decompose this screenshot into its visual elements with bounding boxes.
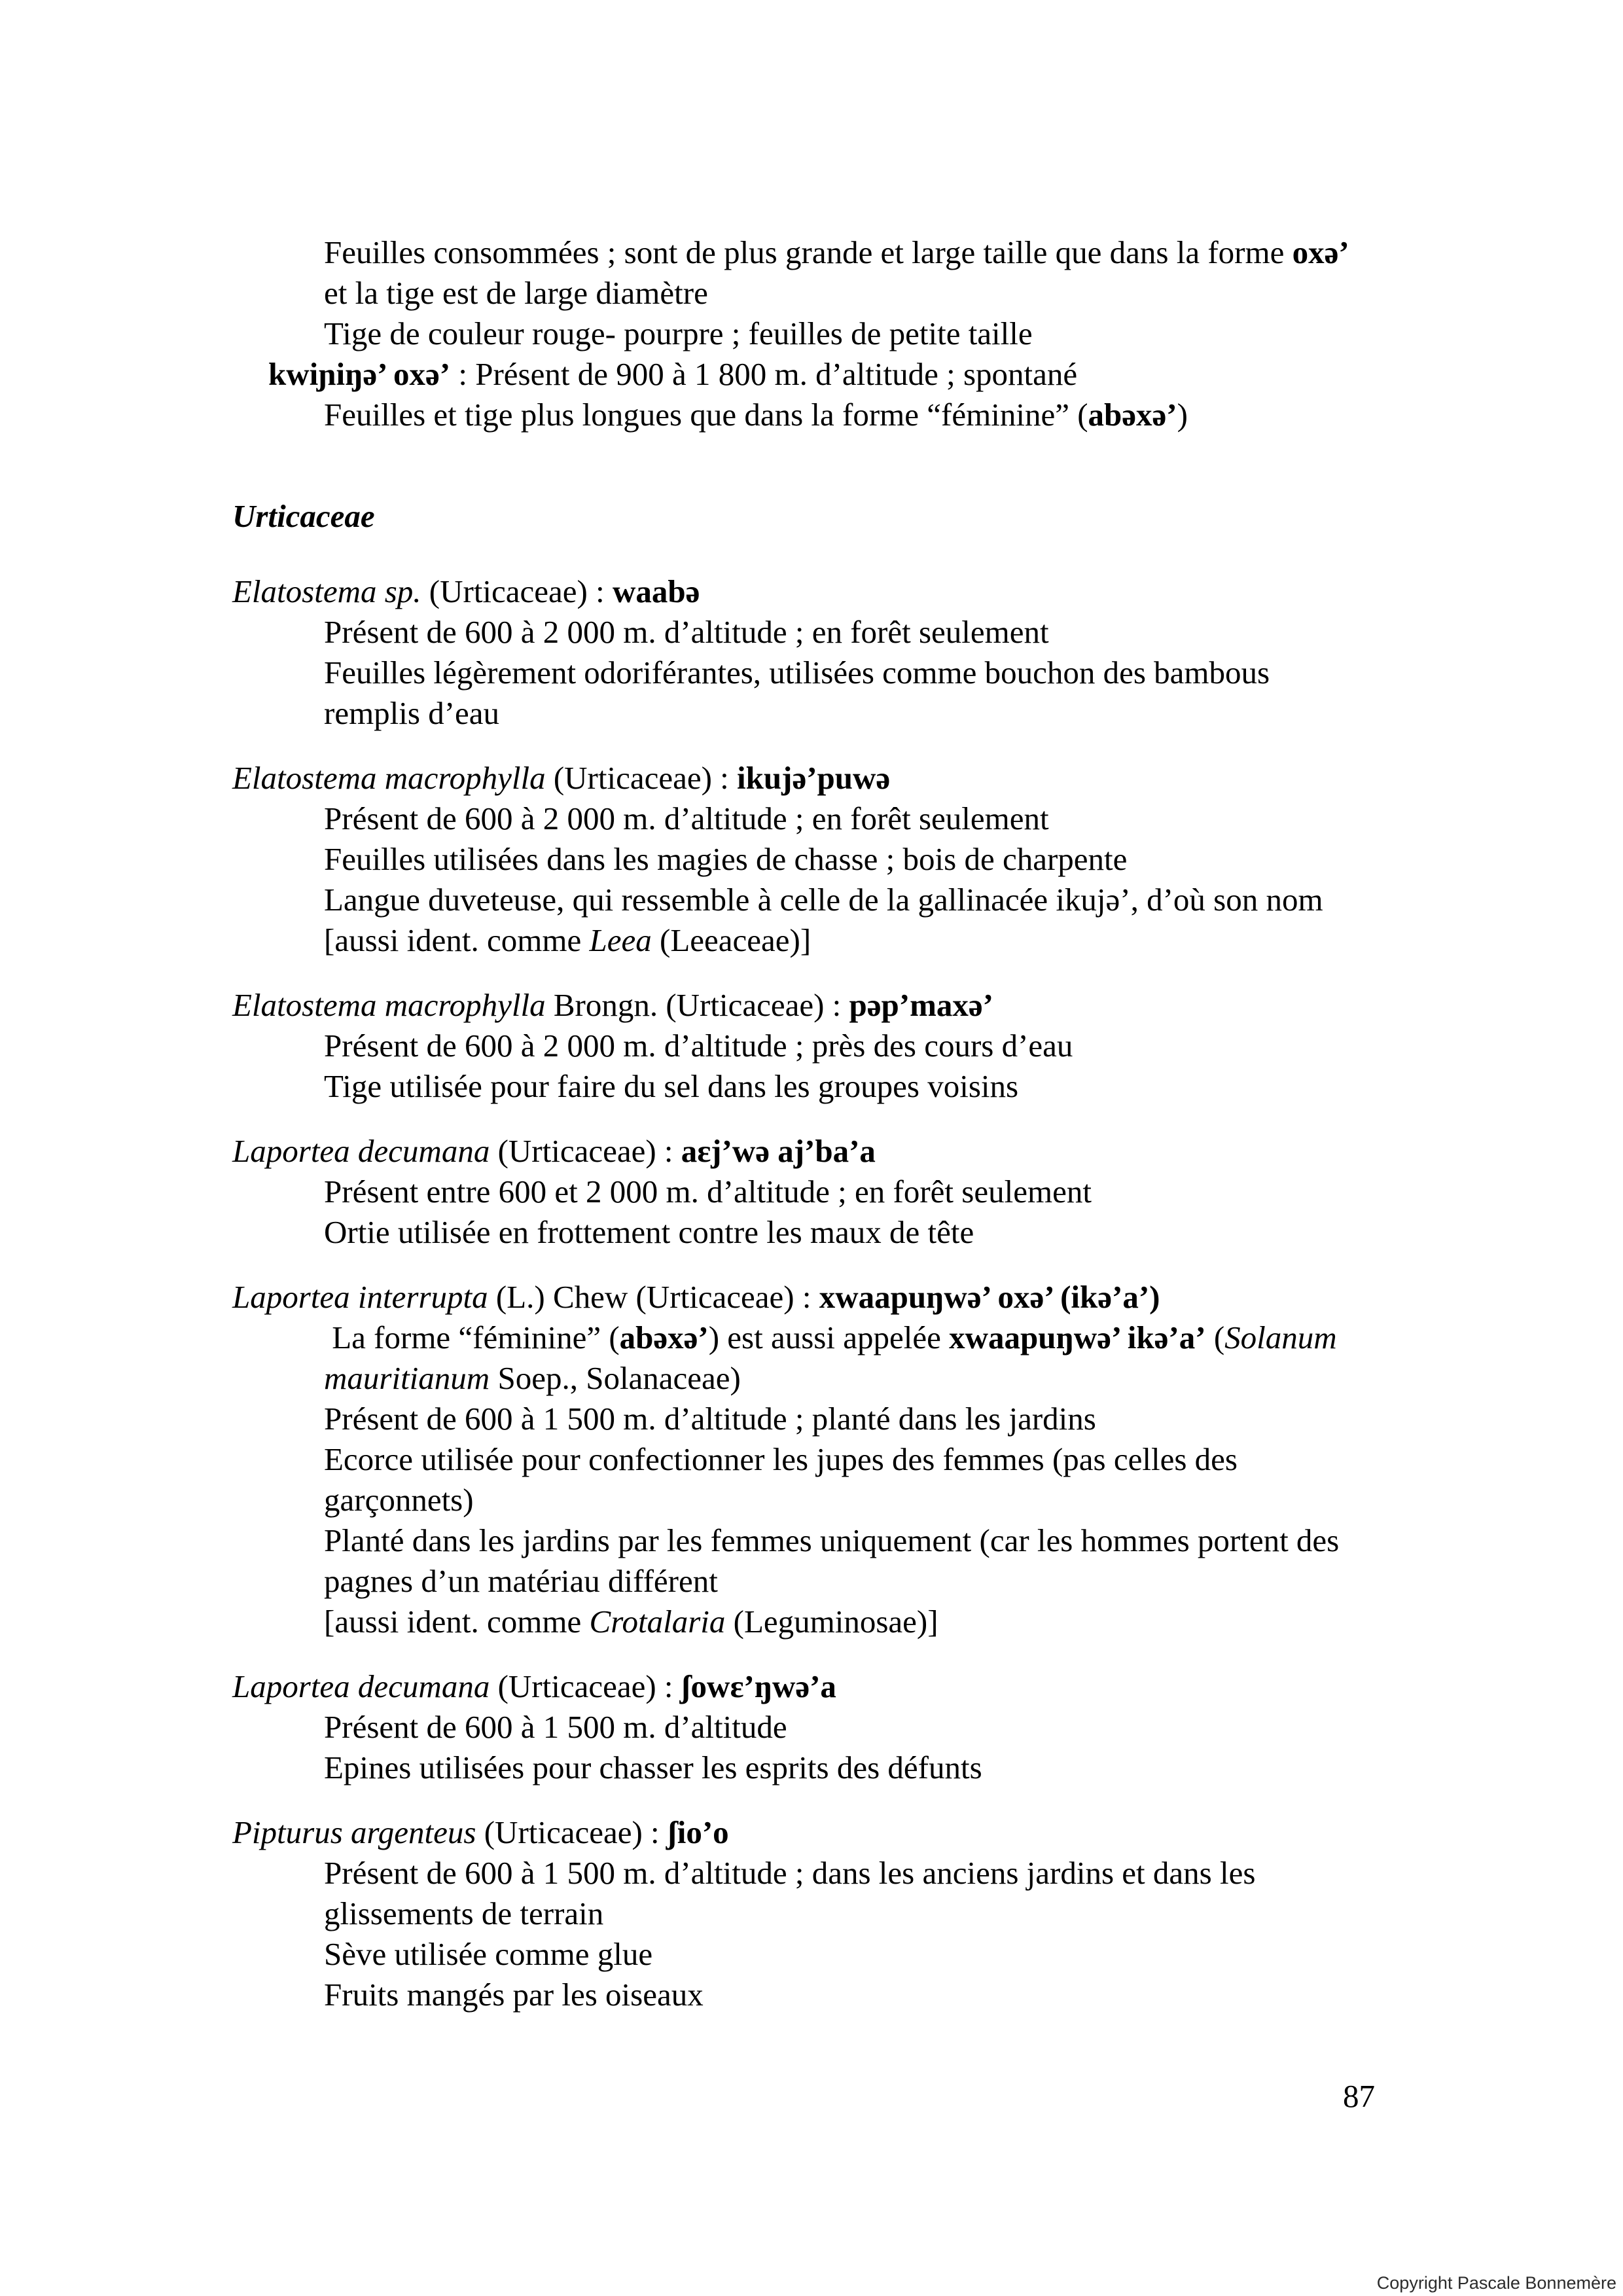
text-segment: abəxə’ — [1088, 397, 1177, 433]
species-entry — [232, 571, 1571, 734]
text-segment: ) est aussi appelée — [708, 1319, 950, 1355]
text-segment: garçonnets) — [324, 1482, 474, 1518]
text-segment: Présent de 600 à 1 500 m. d’altitude ; planté dans les jardins — [324, 1401, 1096, 1437]
text-segment: Sève utilisée comme glue — [324, 1936, 653, 1972]
text-segment: Laportea decumana — [232, 1668, 490, 1704]
text-segment: Ortie utilisée en frottement contre les maux de tête — [324, 1214, 974, 1250]
text-line — [232, 1172, 1571, 1212]
text-segment: Tige utilisée pour faire du sel dans les groupes voisins — [324, 1068, 1019, 1104]
text-segment: (Urticaceae) : — [421, 573, 613, 609]
intro-paragraph — [232, 232, 1571, 435]
text-segment: Langue duveteuse, qui ressemble à celle de la gallinacée ikujə’, d’où son nom — [324, 882, 1323, 918]
copyright-notice: Copyright Pascale Bonnemère — [1376, 2273, 1616, 2293]
species-entry — [232, 1812, 1571, 2015]
text-segment: Laportea decumana — [232, 1133, 490, 1169]
text-segment: kwiɲiŋə’ oxə’ — [268, 356, 451, 392]
text-segment: et la tige est de large diamètre — [324, 275, 708, 311]
text-segment: Feuilles consommées ; sont de plus grande et large taille que dans la forme — [324, 234, 1293, 270]
species-entry — [232, 1131, 1571, 1253]
text-line — [232, 1358, 1571, 1399]
text-segment: Ecorce utilisée pour confectionner les jupes des femmes (pas celles des — [324, 1441, 1238, 1477]
text-segment: [aussi ident. comme — [324, 1604, 590, 1640]
text-line — [232, 232, 1571, 273]
text-segment: Pipturus argenteus — [232, 1814, 476, 1850]
text-line — [232, 1066, 1571, 1107]
document-body — [232, 232, 1571, 2039]
text-segment: Laportea interrupta — [232, 1279, 488, 1315]
text-line — [232, 1707, 1571, 1748]
text-line — [232, 1480, 1571, 1520]
text-segment: (Leguminosae)] — [725, 1604, 938, 1640]
text-segment: abəxə’ — [619, 1319, 709, 1355]
text-line — [232, 1399, 1571, 1439]
text-line — [232, 496, 1571, 537]
text-segment: ʃowɛ’ŋwə’a — [681, 1668, 836, 1704]
text-segment: Planté dans les jardins par les femmes uniquement (car les hommes portent des — [324, 1522, 1340, 1558]
text-segment: Présent de 600 à 2 000 m. d’altitude ; en forêt seulement — [324, 614, 1049, 650]
page-number: 87 — [1343, 2078, 1375, 2114]
text-line — [232, 798, 1571, 839]
text-segment: ) — [1177, 397, 1188, 433]
text-segment: (Urticaceae) : — [476, 1814, 668, 1850]
text-line — [232, 1812, 1571, 1853]
text-line — [232, 1439, 1571, 1480]
text-segment: Elatostema macrophylla — [232, 760, 546, 796]
text-line — [232, 273, 1571, 314]
text-segment: Feuilles légèrement odoriférantes, utilisées comme bouchon des bambous — [324, 655, 1270, 691]
text-line — [232, 314, 1571, 354]
species-entry — [232, 758, 1571, 961]
text-segment: Soep., Solanaceae) — [490, 1360, 741, 1396]
text-segment: oxə’ — [1292, 234, 1349, 270]
text-segment: Epines utilisées pour chasser les esprits des défunts — [324, 1749, 982, 1785]
text-line — [232, 1602, 1571, 1642]
text-segment: remplis d’eau — [324, 695, 500, 731]
text-segment: [aussi ident. comme — [324, 922, 590, 958]
text-line — [232, 1277, 1571, 1318]
text-line — [232, 985, 1571, 1026]
text-segment: Fruits mangés par les oiseaux — [324, 1977, 704, 2013]
text-segment: Crotalaria — [589, 1604, 726, 1640]
text-line — [232, 612, 1571, 653]
text-line — [232, 1853, 1571, 1893]
text-segment: Solanum — [1224, 1319, 1337, 1355]
text-segment: Feuilles utilisées dans les magies de chasse ; bois de charpente — [324, 841, 1128, 877]
text-segment: ( — [1205, 1319, 1225, 1355]
text-line — [232, 395, 1571, 435]
text-line — [232, 1212, 1571, 1253]
text-line — [232, 1666, 1571, 1707]
text-segment: Tige de couleur rouge- pourpre ; feuilles de petite taille — [324, 315, 1033, 351]
text-segment: ʃio’o — [667, 1814, 729, 1850]
text-line — [232, 1975, 1571, 2015]
species-entry — [232, 985, 1571, 1107]
section-heading — [232, 496, 1571, 537]
text-segment: pagnes d’un matériau différent — [324, 1563, 718, 1599]
text-line — [232, 1520, 1571, 1561]
text-line — [232, 693, 1571, 734]
text-segment: Présent entre 600 et 2 000 m. d’altitude ; en forêt seulement — [324, 1174, 1092, 1210]
text-line — [232, 653, 1571, 693]
text-segment: mauritianum — [324, 1360, 490, 1396]
text-segment: (Leeaceae)] — [651, 922, 812, 958]
text-segment: (Urticaceae) : — [490, 1133, 681, 1169]
text-segment: Elatostema macrophylla — [232, 987, 546, 1023]
text-segment: Présent de 600 à 2 000 m. d’altitude ; près des cours d’eau — [324, 1028, 1073, 1064]
text-segment: xwaapuŋwə’ ikə’a’ — [949, 1319, 1206, 1355]
text-segment: Présent de 600 à 2 000 m. d’altitude ; en forêt seulement — [324, 800, 1049, 836]
text-segment: Feuilles et tige plus longues que dans la forme “féminine” ( — [324, 397, 1088, 433]
text-segment: waabə — [612, 573, 700, 609]
text-segment: La forme “féminine” ( — [324, 1319, 620, 1355]
text-segment: Présent de 600 à 1 500 m. d’altitude ; dans les anciens jardins et dans les — [324, 1855, 1256, 1891]
species-entry — [232, 1277, 1571, 1642]
species-entry — [232, 1666, 1571, 1788]
text-segment: (L.) Chew (Urticaceae) : — [488, 1279, 819, 1315]
text-segment: : Présent de 900 à 1 800 m. d’altitude ; spontané — [450, 356, 1078, 392]
text-segment: xwaapuŋwə’ oxə’ (ikə’a’) — [819, 1279, 1160, 1315]
text-line — [232, 839, 1571, 880]
text-segment: pəp’maxə’ — [849, 987, 993, 1023]
text-line — [232, 880, 1571, 920]
text-line — [232, 1131, 1571, 1172]
text-line — [232, 571, 1571, 612]
text-segment: glissements de terrain — [324, 1895, 604, 1931]
text-line — [232, 920, 1571, 961]
text-segment: ikujə’puwə — [737, 760, 891, 796]
text-segment: (Urticaceae) : — [490, 1668, 681, 1704]
text-segment: Brongn. (Urticaceae) : — [545, 987, 849, 1023]
text-segment: Leea — [589, 922, 652, 958]
text-segment: Elatostema sp. — [232, 573, 421, 609]
text-line — [232, 1934, 1571, 1975]
text-line — [232, 1748, 1571, 1788]
text-segment: (Urticaceae) : — [545, 760, 738, 796]
text-line — [232, 1026, 1571, 1066]
text-segment: aɛj’wə aj’ba’a — [681, 1133, 876, 1169]
text-line — [232, 1318, 1571, 1358]
text-line — [232, 1893, 1571, 1934]
text-segment: Présent de 600 à 1 500 m. d’altitude — [324, 1709, 787, 1745]
text-line — [232, 354, 1571, 395]
text-line — [232, 758, 1571, 798]
text-line — [232, 1561, 1571, 1602]
text-segment: Urticaceae — [232, 498, 375, 534]
